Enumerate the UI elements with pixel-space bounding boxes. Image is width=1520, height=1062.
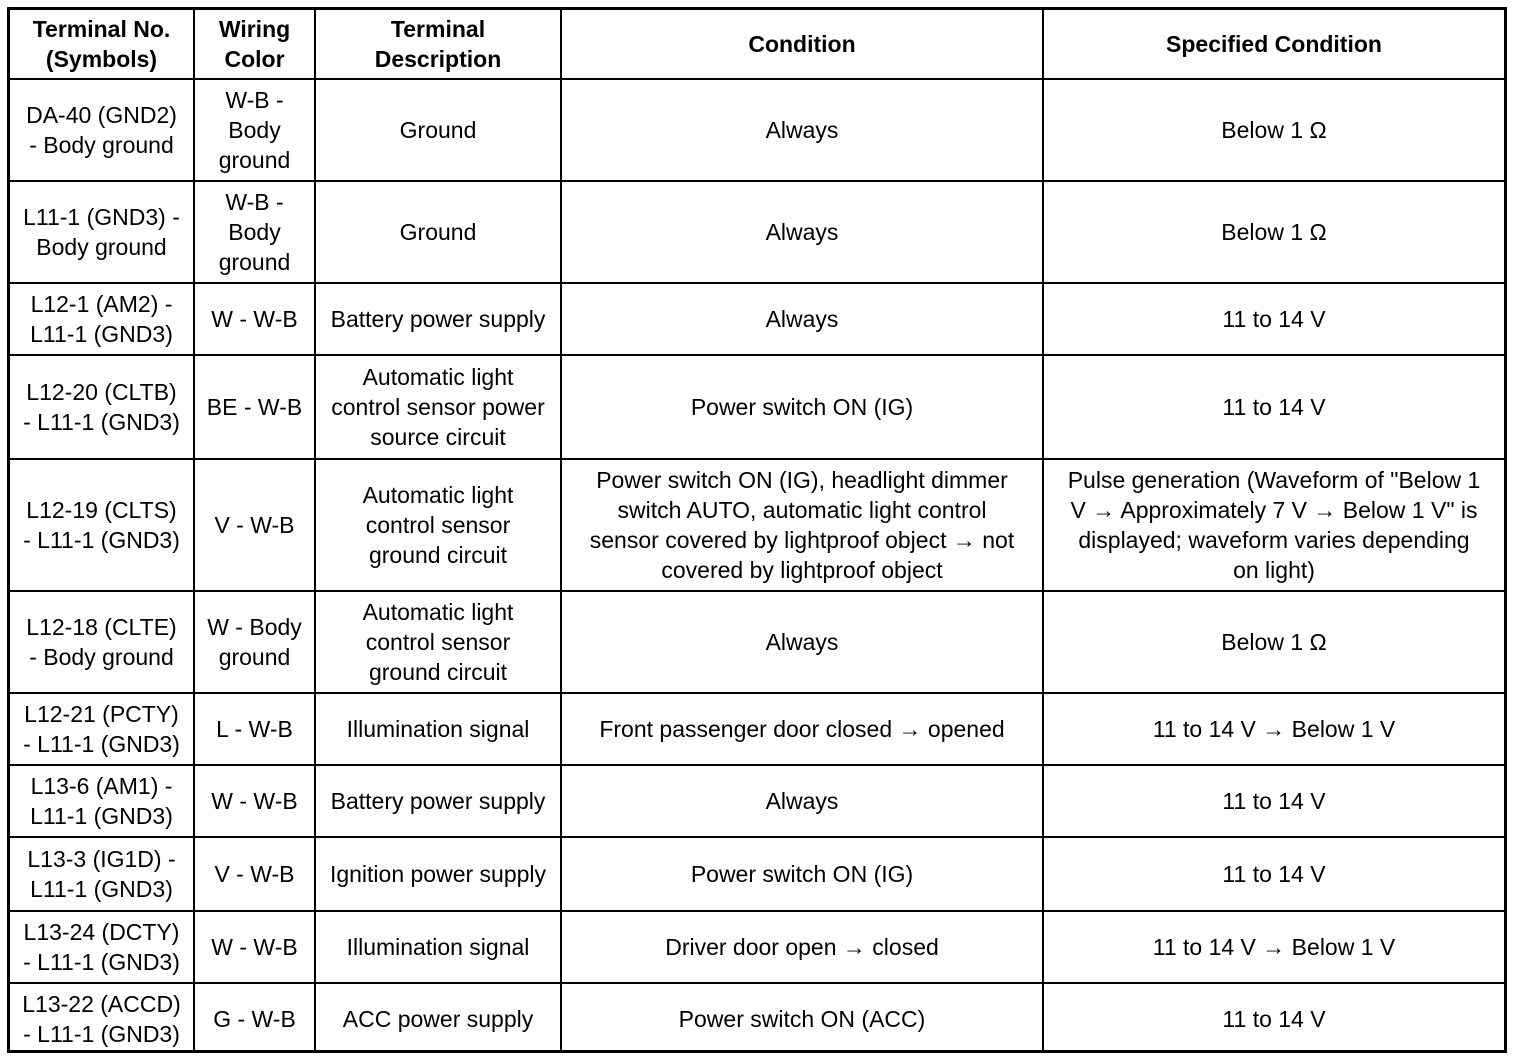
cell-wiring-color: BE - W-B: [194, 355, 315, 459]
table-row: [10, 693, 1504, 765]
header-condition: Condition: [561, 10, 1043, 79]
cell-terminal: L12-19 (CLTS) - L11-1 (GND3): [10, 459, 194, 591]
cell-specified-condition: Below 1 Ω: [1043, 181, 1504, 283]
cell-condition: Always: [561, 765, 1043, 837]
cell-wiring-color: G - W-B: [194, 983, 315, 1053]
cell-wiring-color: V - W-B: [194, 837, 315, 911]
cell-terminal: L13-24 (DCTY) - L11-1 (GND3): [10, 911, 194, 983]
terminal-spec-table: [10, 10, 1504, 1053]
cell-specified-condition: 11 to 14 V: [1043, 355, 1504, 459]
cell-specified-condition: 11 to 14 V: [1043, 765, 1504, 837]
cell-specified-condition: 11 to 14 V: [1043, 983, 1504, 1053]
header-terminal-description: Terminal Description: [315, 10, 561, 79]
cell-wiring-color: W-B - Body ground: [194, 79, 315, 181]
table-row: [10, 283, 1504, 355]
table-row: [10, 181, 1504, 283]
table-row: [10, 79, 1504, 181]
cell-description: Battery power supply: [315, 765, 561, 837]
cell-description: Battery power supply: [315, 283, 561, 355]
cell-description: Automatic light control sensor ground circuit: [315, 591, 561, 693]
table-row: [10, 591, 1504, 693]
cell-condition: Power switch ON (ACC): [561, 983, 1043, 1053]
cell-specified-condition: 11 to 14 V → Below 1 V: [1043, 693, 1504, 765]
header-terminal-no: Terminal No. (Symbols): [10, 10, 194, 79]
cell-condition: Front passenger door closed → opened: [561, 693, 1043, 765]
cell-wiring-color: W - W-B: [194, 911, 315, 983]
cell-condition: Power switch ON (IG): [561, 837, 1043, 911]
table-row: [10, 765, 1504, 837]
cell-terminal: L13-22 (ACCD) - L11-1 (GND3): [10, 983, 194, 1053]
cell-condition: Always: [561, 283, 1043, 355]
cell-terminal: L12-20 (CLTB) - L11-1 (GND3): [10, 355, 194, 459]
cell-condition: Power switch ON (IG), headlight dimmer switch AUTO, automatic light control sensor covered by lightproof object → not covered by lightproof object: [561, 459, 1043, 591]
header-row: [10, 10, 1504, 79]
cell-specified-condition: 11 to 14 V → Below 1 V: [1043, 911, 1504, 983]
cell-condition: Always: [561, 79, 1043, 181]
header-specified-condition: Specified Condition: [1043, 10, 1504, 79]
cell-terminal: L12-1 (AM2) - L11-1 (GND3): [10, 283, 194, 355]
cell-wiring-color: W - Body ground: [194, 591, 315, 693]
cell-condition: Always: [561, 181, 1043, 283]
table-row: [10, 983, 1504, 1053]
cell-specified-condition: 11 to 14 V: [1043, 837, 1504, 911]
cell-wiring-color: V - W-B: [194, 459, 315, 591]
cell-description: Automatic light control sensor power source circuit: [315, 355, 561, 459]
cell-description: Automatic light control sensor ground circuit: [315, 459, 561, 591]
header-wiring-color: Wiring Color: [194, 10, 315, 79]
cell-description: Ground: [315, 79, 561, 181]
cell-specified-condition: Pulse generation (Waveform of "Below 1 V → Approximately 7 V → Below 1 V" is displayed; waveform varies depending on light): [1043, 459, 1504, 591]
cell-condition: Power switch ON (IG): [561, 355, 1043, 459]
cell-description: Ground: [315, 181, 561, 283]
cell-terminal: L13-6 (AM1) - L11-1 (GND3): [10, 765, 194, 837]
cell-terminal: L13-3 (IG1D) - L11-1 (GND3): [10, 837, 194, 911]
cell-description: Illumination signal: [315, 911, 561, 983]
cell-description: ACC power supply: [315, 983, 561, 1053]
cell-specified-condition: Below 1 Ω: [1043, 591, 1504, 693]
cell-description: Illumination signal: [315, 693, 561, 765]
cell-wiring-color: W - W-B: [194, 283, 315, 355]
cell-wiring-color: W-B - Body ground: [194, 181, 315, 283]
cell-description: Ignition power supply: [315, 837, 561, 911]
cell-wiring-color: L - W-B: [194, 693, 315, 765]
cell-terminal: L12-21 (PCTY) - L11-1 (GND3): [10, 693, 194, 765]
table-row: [10, 911, 1504, 983]
cell-specified-condition: Below 1 Ω: [1043, 79, 1504, 181]
cell-condition: Always: [561, 591, 1043, 693]
cell-terminal: L12-18 (CLTE) - Body ground: [10, 591, 194, 693]
cell-specified-condition: 11 to 14 V: [1043, 283, 1504, 355]
cell-terminal: DA-40 (GND2) - Body ground: [10, 79, 194, 181]
terminal-spec-sheet: [7, 7, 1507, 1053]
cell-wiring-color: W - W-B: [194, 765, 315, 837]
cell-condition: Driver door open → closed: [561, 911, 1043, 983]
table-row: [10, 837, 1504, 911]
table-row: [10, 459, 1504, 591]
table-row: [10, 355, 1504, 459]
cell-terminal: L11-1 (GND3) - Body ground: [10, 181, 194, 283]
